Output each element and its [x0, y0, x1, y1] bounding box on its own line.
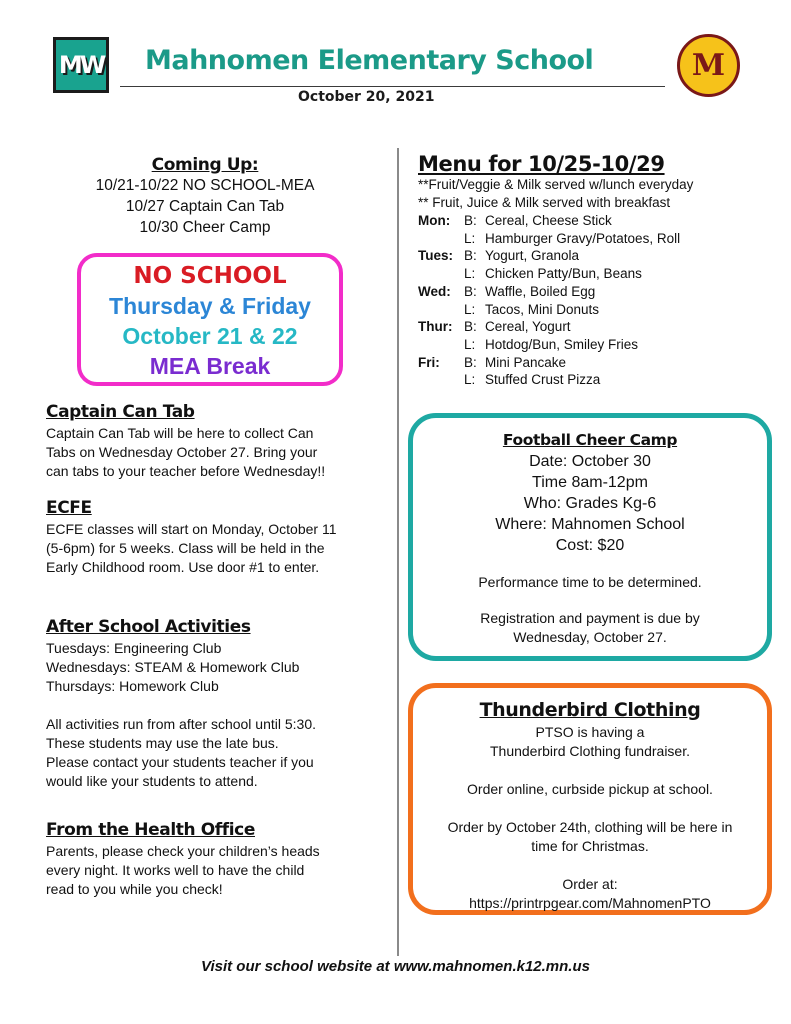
menu-day: Wed: [418, 283, 451, 299]
cheer-camp-registration: Wednesday, October 27. [513, 629, 667, 645]
menu-item: Stuffed Crust Pizza [485, 372, 601, 388]
cheer-camp-location: Where: Mahnomen School [495, 516, 685, 533]
coming-up-section [45, 155, 365, 238]
spacer [46, 696, 376, 715]
after-school-body [46, 639, 376, 791]
menu-day [418, 301, 464, 319]
text-line: Please contact your students teacher if you [46, 754, 314, 770]
clothing-heading: Thunderbird Clothing [479, 699, 701, 721]
m-logo: M [677, 34, 740, 97]
menu-meal-type: B: [464, 248, 477, 264]
menu-meal-type: L: [464, 301, 476, 317]
menu-row [418, 301, 768, 319]
lunch-menu-section [418, 152, 768, 389]
menu-meal-type: L: [464, 336, 476, 352]
text-line: (5-6pm) for 5 weeks. Class will be held in the [46, 540, 325, 556]
text-line: ECFE classes will start on Monday, October 11 [46, 521, 337, 537]
text-line: read to you while you check! [46, 881, 223, 897]
coming-up-item: 10/30 Cheer Camp [139, 219, 271, 236]
clothing-order-link[interactable]: https://printrpgear.com/MahnomenPTO [469, 895, 711, 911]
ecfe-heading: ECFE [46, 498, 92, 518]
cheer-camp-registration: Registration and payment is due by [480, 610, 700, 626]
menu-meal-type: B: [464, 283, 477, 299]
menu-meal-type: B: [464, 319, 477, 335]
menu-meal-type: B: [464, 354, 477, 370]
header-divider [120, 86, 665, 87]
menu-row [418, 371, 768, 389]
menu-item: Tacos, Mini Donuts [485, 301, 600, 317]
menu-item: Chicken Patty/Bun, Beans [485, 266, 642, 282]
menu-day: Thur: [418, 319, 453, 335]
cheer-camp-performance: Performance time to be determined. [478, 574, 702, 590]
text-line: Parents, please check your children’s heads [46, 843, 320, 859]
text-line: These students may use the late bus. [46, 735, 279, 751]
text-line: Captain Can Tab will be here to collect Can [46, 425, 314, 441]
menu-day [418, 265, 464, 283]
no-school-title: NO SCHOOL [133, 263, 287, 289]
clothing-order-at: Order at: [562, 876, 618, 892]
text-line: Tuesdays: Engineering Club [46, 640, 222, 656]
after-school-section [46, 617, 376, 791]
menu-day [418, 371, 464, 389]
no-school-reason: MEA Break [149, 353, 271, 379]
menu-row [418, 247, 768, 265]
clothing-fundraiser-callout [408, 683, 772, 915]
coming-up-item: 10/27 Captain Can Tab [125, 198, 285, 215]
ecfe-section [46, 498, 376, 577]
menu-row [418, 336, 768, 354]
menu-item: Cereal, Cheese Stick [485, 213, 612, 228]
cheer-camp-cost: Cost: $20 [555, 537, 625, 554]
menu-item: Cereal, Yogurt [485, 319, 571, 335]
menu-note: ** Fruit, Juice & Milk served with breakfast [418, 195, 671, 210]
text-line: every night. It works well to have the child [46, 862, 305, 878]
health-office-body [46, 842, 376, 899]
text-line: would like your students to attend. [46, 773, 258, 789]
cheer-camp-date: Date: October 30 [529, 453, 651, 470]
coming-up-list [45, 175, 365, 238]
column-divider [397, 148, 399, 956]
clothing-intro: PTSO is having a [535, 724, 645, 740]
captain-can-tab-heading: Captain Can Tab [46, 402, 195, 422]
no-school-callout [77, 253, 343, 386]
menu-meal-type: L: [464, 230, 476, 246]
ecfe-body [46, 520, 376, 577]
menu-day [418, 336, 464, 354]
cheer-camp-heading: Football Cheer Camp [502, 431, 678, 449]
menu-note: **Fruit/Veggie & Milk served w/lunch everyday [418, 177, 694, 192]
menu-item: Waffle, Boiled Egg [485, 283, 596, 299]
menu-meal-type: L: [464, 372, 476, 388]
school-title: Mahnomen Elementary School [145, 45, 594, 76]
menu-row [418, 354, 768, 372]
coming-up-item: 10/21-10/22 NO SCHOOL-MEA [95, 177, 315, 194]
health-office-heading: From the Health Office [46, 820, 255, 840]
menu-row [418, 283, 768, 301]
text-line: All activities run from after school until 5:30. [46, 716, 317, 732]
clothing-deadline: Order by October 24th, clothing will be here in [447, 819, 733, 835]
menu-item: Hamburger Gravy/Potatoes, Roll [485, 230, 681, 246]
text-line: can tabs to your teacher before Wednesday!! [46, 463, 326, 479]
text-line: Tabs on Wednesday October 27. Bring your [46, 444, 318, 460]
text-line: Early Childhood room. Use door #1 to enter. [46, 559, 320, 575]
text-line: Thursdays: Homework Club [46, 678, 219, 694]
text-line: Wednesdays: STEAM & Homework Club [46, 659, 300, 675]
cheer-camp-callout [408, 413, 772, 661]
menu-item: Hotdog/Bun, Smiley Fries [485, 336, 639, 352]
after-school-heading: After School Activities [46, 617, 251, 637]
cheer-camp-grades: Who: Grades Kg-6 [523, 495, 657, 512]
coming-up-heading: Coming Up: [151, 155, 259, 175]
website-footer: Visit our school website at www.mahnomen.k12.mn.us [201, 958, 590, 975]
menu-row [418, 318, 768, 336]
menu-day: Mon: [418, 213, 451, 228]
menu-item: Yogurt, Granola [485, 248, 580, 264]
menu-heading: Menu for 10/25-10/29 [418, 152, 665, 176]
menu-day: Tues: [418, 248, 454, 264]
captain-can-tab-section [46, 402, 376, 481]
no-school-days: Thursday & Friday [109, 293, 311, 319]
menu-day [418, 230, 464, 248]
menu-meal-type: L: [464, 266, 476, 282]
captain-can-tab-body [46, 424, 376, 481]
menu-item: Mini Pancake [485, 354, 567, 370]
no-school-dates: October 21 & 22 [122, 323, 298, 349]
cheer-camp-time: Time 8am-12pm [532, 474, 648, 491]
menu-meal-type: B: [464, 213, 477, 228]
clothing-deadline: time for Christmas. [531, 838, 649, 854]
menu-day: Fri: [418, 354, 440, 370]
menu-row [418, 265, 768, 283]
mw-logo: MW [53, 37, 109, 93]
clothing-order-online: Order online, curbside pickup at school. [467, 781, 713, 797]
newsletter-date: October 20, 2021 [298, 89, 435, 105]
menu-list [418, 212, 768, 389]
menu-row [418, 230, 768, 248]
health-office-section [46, 820, 376, 899]
menu-row [418, 212, 768, 230]
clothing-intro: Thunderbird Clothing fundraiser. [489, 743, 690, 759]
